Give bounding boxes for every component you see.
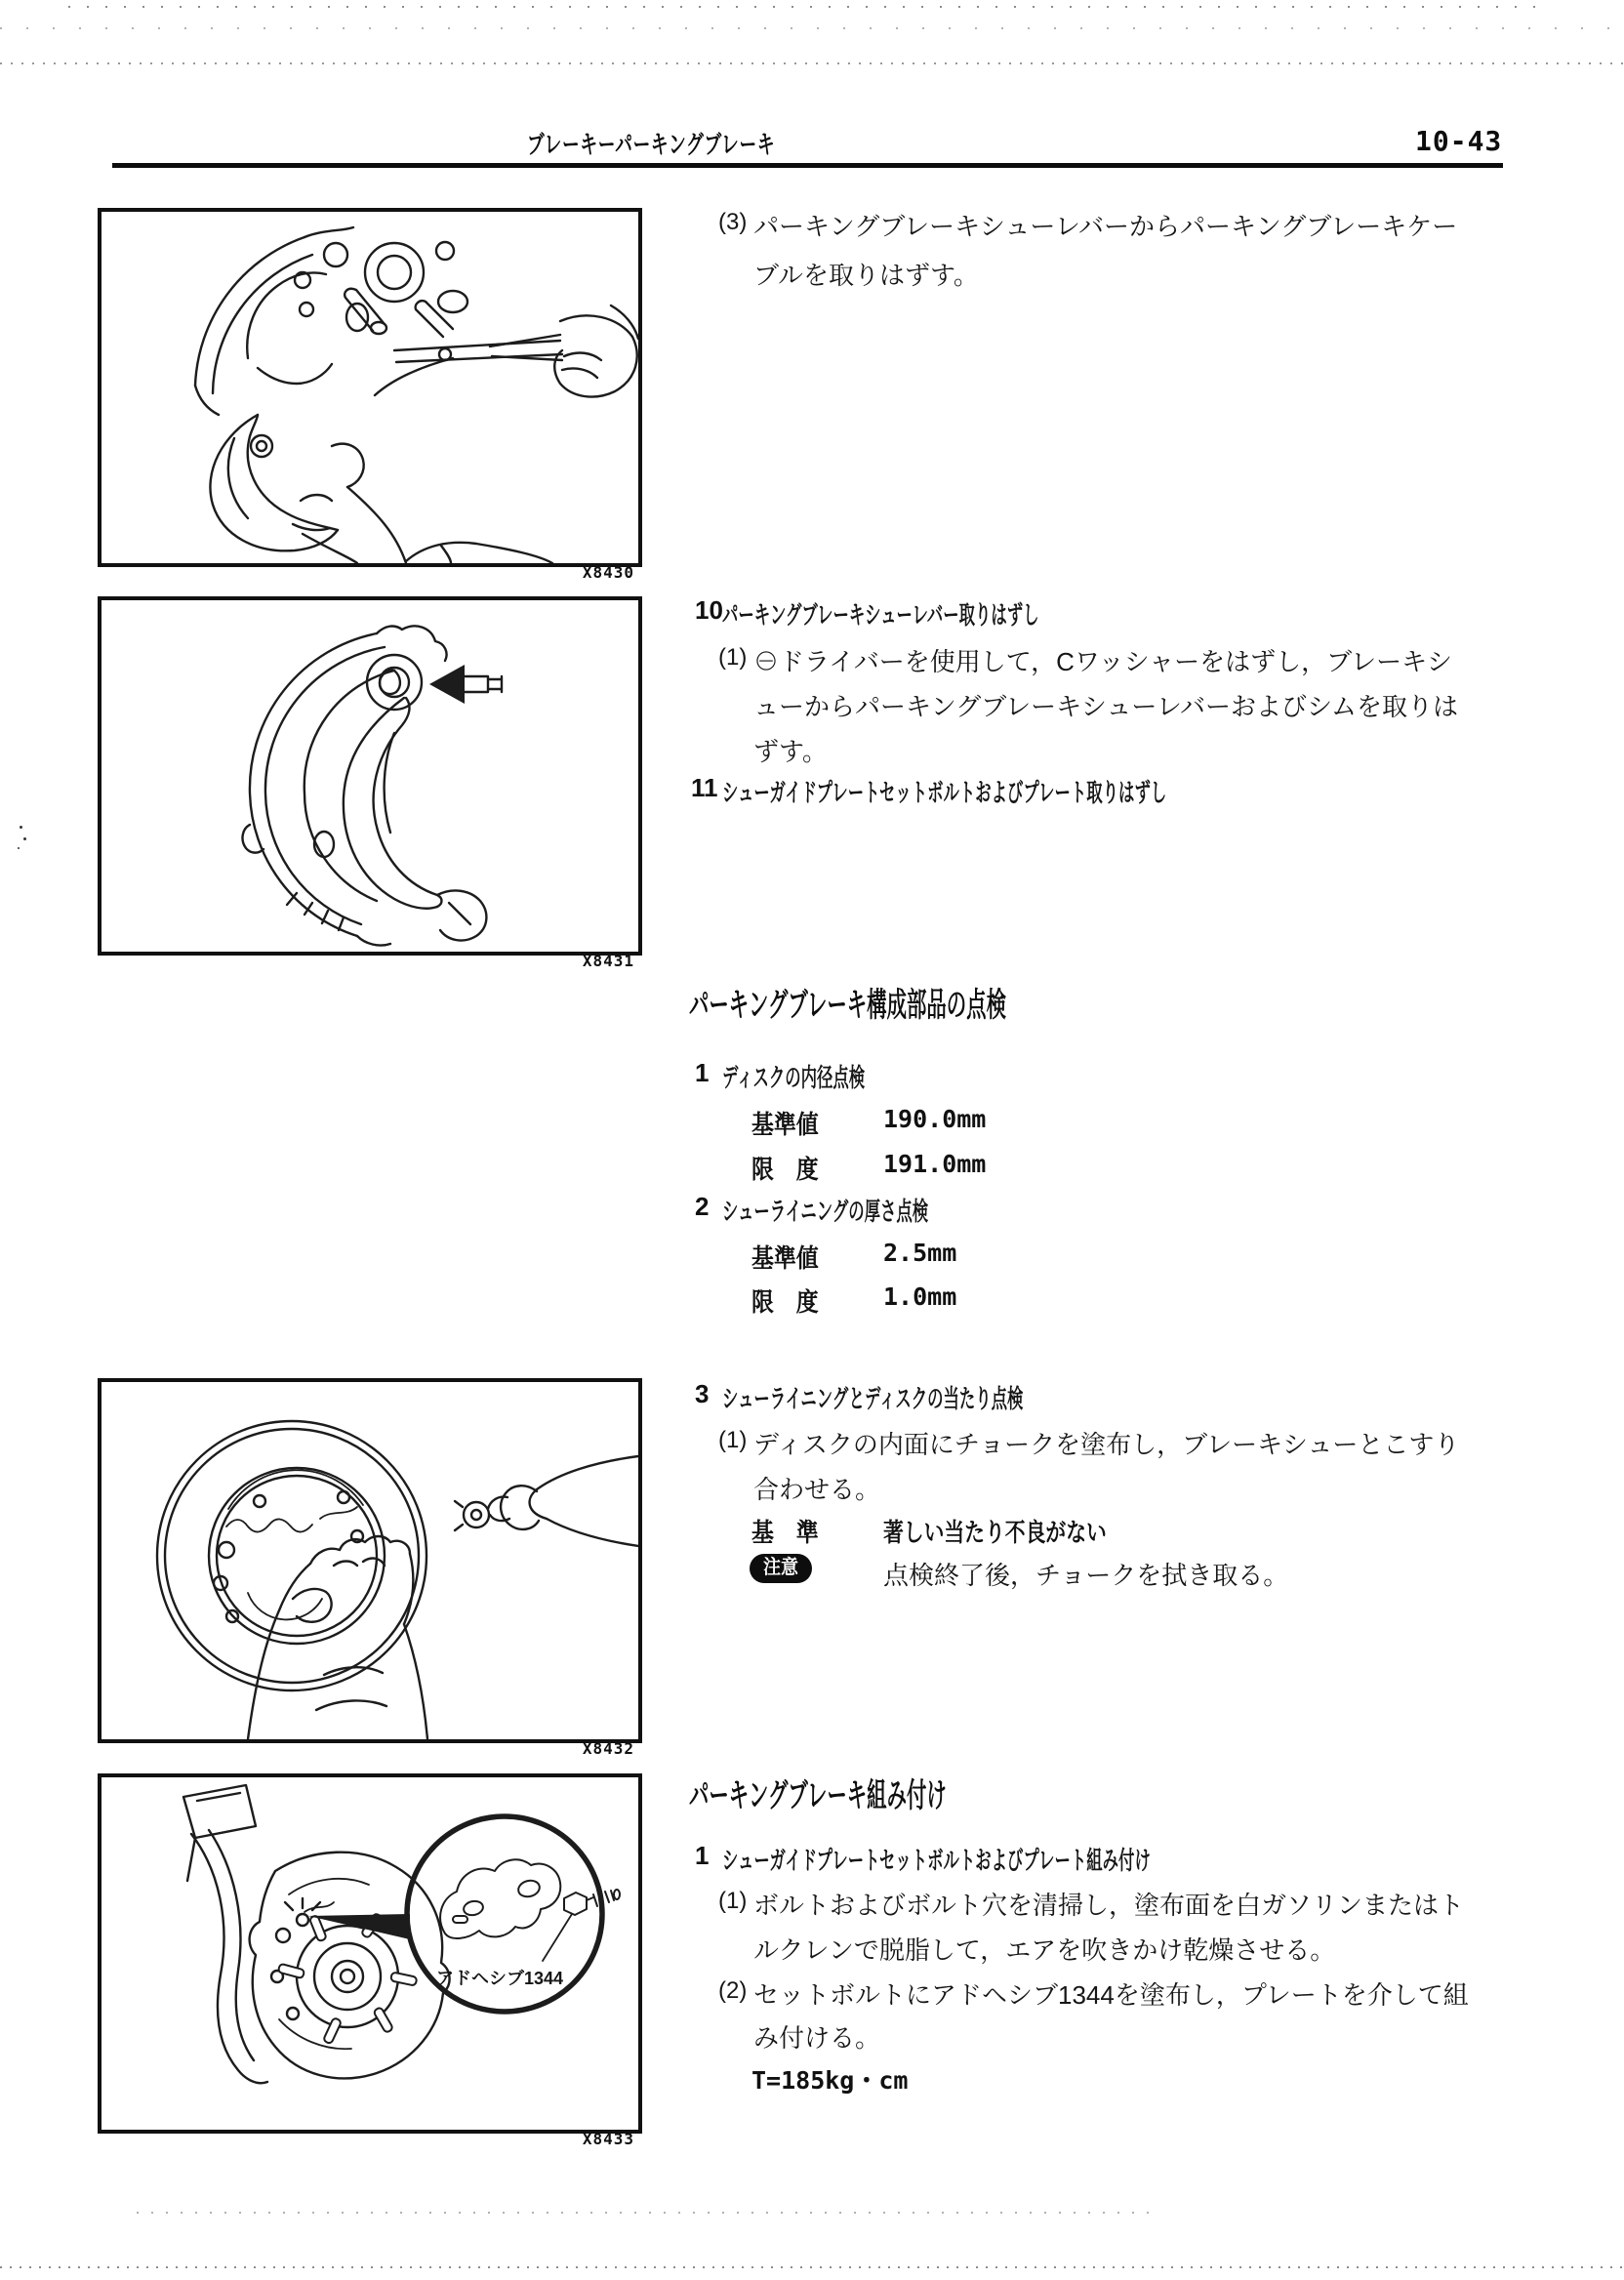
step-text: ⊖ドライバーを使用して，Cワッシャーをはずし，ブレーキシ: [753, 647, 1452, 676]
section-heading: パーキングブレーキ組み付け: [689, 1777, 947, 1814]
caution-text: 点検終了後，チョークを拭き取る。: [883, 1561, 1289, 1590]
item-number: 1: [695, 1841, 710, 1870]
scan-speck: [23, 837, 26, 840]
figure-hub-assembly: [98, 1773, 642, 2134]
page-number: 10-43: [1415, 125, 1503, 157]
cable-removal-illustration: [102, 212, 638, 563]
item-title: [722, 1379, 1200, 1415]
item-title: [722, 1192, 1049, 1228]
figure-label: X8430: [582, 563, 634, 582]
item-title-text: シューガイドプレートセットボルトおよびプレート組み付け: [722, 1846, 1151, 1875]
step-marker: (1): [718, 644, 748, 671]
spec-label: [751, 1150, 828, 1186]
scan-noise-line: [137, 2212, 1152, 2214]
spec-value: 1.0mm: [883, 1282, 957, 1311]
item-title: [722, 1058, 949, 1094]
hub-assembly-illustration: [102, 1777, 638, 2130]
spec-value: [883, 1513, 1162, 1549]
scan-speck: [20, 826, 22, 829]
shoe-lever-illustration: [102, 600, 638, 952]
scan-noise-line: [0, 27, 1624, 29]
item-title-text: パーキングブレーキシューレバー取りはずし: [722, 600, 1039, 630]
spec-label-text: 限 度: [751, 1287, 819, 1317]
section-heading: パーキングブレーキ構成部品の点検: [689, 987, 1006, 1024]
spec-label: [751, 1513, 828, 1549]
item-title: [722, 1841, 1402, 1877]
spec-label: [751, 1239, 828, 1275]
torque-spec: T=185kg・cm: [751, 2066, 909, 2095]
item-number: 1: [695, 1058, 710, 1087]
step-text: ボルトおよびボルト穴を清掃し，塗布面を白ガソリンまたはト: [753, 1891, 1465, 1920]
step-marker: (1): [718, 1888, 748, 1914]
step-marker: (3): [718, 209, 748, 235]
step-text: ずす。: [753, 737, 828, 766]
spec-value: 2.5mm: [883, 1239, 957, 1267]
spec-value-text: 著しい当たり不良がない: [883, 1518, 1107, 1547]
spec-label-text: 限 度: [751, 1155, 819, 1184]
adhesive-callout-label: アドヘシブ1344: [436, 1969, 563, 1988]
item-title-text: シューライニングの厚さ点検: [722, 1197, 929, 1226]
c-washer-arrow-icon: [429, 665, 465, 704]
header-divider: [112, 163, 1503, 168]
item-number: 11: [691, 773, 718, 802]
scan-speck: [18, 847, 20, 849]
item-title-text: ディスクの内径点検: [722, 1063, 866, 1092]
figure-label: X8431: [582, 952, 634, 970]
spec-label-text: 基準値: [751, 1110, 819, 1139]
disc-contact-illustration: [102, 1382, 638, 1739]
spec-label-text: 基 準: [751, 1518, 819, 1547]
scan-noise-line: [0, 2266, 1624, 2268]
item-number: 3: [695, 1379, 710, 1408]
caution-badge: 注意: [750, 1554, 812, 1583]
item-title: [722, 595, 1225, 631]
figure-label: X8432: [582, 1739, 634, 1758]
figure-disc-contact-check: [98, 1378, 642, 1743]
item-title-text: シューガイドプレートセットボルトおよびプレート取りはずし: [722, 778, 1167, 807]
step-text: パーキングブレーキシューレバーからパーキングブレーキケー: [753, 212, 1458, 241]
step-text: ブルを取りはずす。: [753, 261, 979, 290]
step-text: セットボルトにアドヘシブ1344を塗布し，プレートを介して組: [753, 1980, 1469, 2010]
item-title: [722, 773, 1428, 809]
scan-noise-line: [0, 62, 1624, 64]
spec-label-text: 基準値: [751, 1243, 819, 1273]
spec-value: 190.0mm: [883, 1105, 987, 1133]
figure-label: X8433: [582, 2130, 634, 2148]
figure-shoe-lever: [98, 596, 642, 956]
step-text: ディスクの内面にチョークを塗布し，ブレーキシューとこすり: [753, 1430, 1460, 1459]
step-text: ューからパーキングブレーキシューレバーおよびシムを取りは: [753, 692, 1459, 721]
item-number: 2: [695, 1192, 710, 1221]
step-text: 合わせる。: [753, 1475, 881, 1504]
figure-cable-removal: [98, 208, 642, 567]
step-text: ルクレンで脱脂して，エアを吹きかけ乾燥させる。: [753, 1935, 1336, 1965]
spec-value: 191.0mm: [883, 1150, 987, 1178]
step-text: み付ける。: [753, 2023, 881, 2053]
scan-noise-line: [68, 6, 1552, 8]
item-number: 10: [695, 595, 723, 625]
spec-label: [751, 1282, 828, 1319]
step-marker: (1): [718, 1427, 748, 1453]
page-title: ブレーキーパーキングブレーキ: [527, 130, 776, 159]
spec-label: [751, 1105, 828, 1141]
step-marker: (2): [718, 1977, 748, 2004]
item-title-text: シューライニングとディスクの当たり点検: [722, 1384, 1024, 1413]
